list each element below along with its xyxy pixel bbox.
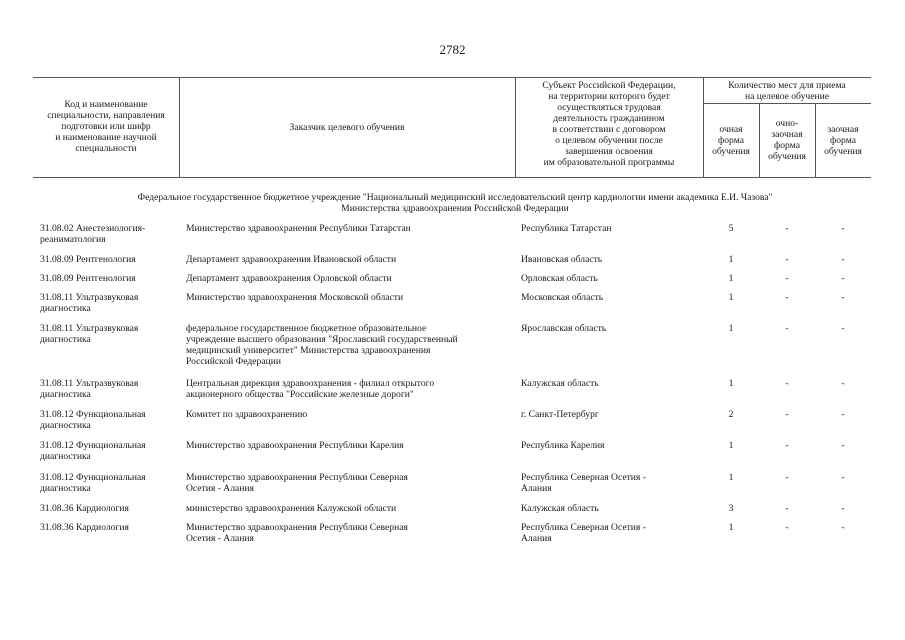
subject-cell: Республика Татарстан (521, 223, 612, 234)
parttime-count: - (841, 273, 845, 284)
fulltime-count: 1 (728, 292, 734, 303)
page-number: 2782 (439, 42, 466, 57)
code-cell: 31.08.09 Рентгенология (40, 254, 136, 265)
mixed-count: - (785, 273, 789, 284)
code-cell: 31.08.11 Ультразвуковая диагностика (40, 292, 139, 314)
subject-cell: Калужская область (521, 378, 599, 389)
parttime-count: - (841, 223, 845, 234)
code-cell: 31.08.11 Ультразвуковая диагностика (40, 378, 139, 400)
header-fulltime-column: очная форма обучения (712, 124, 750, 157)
parttime-count: - (841, 440, 845, 451)
mixed-count: - (785, 440, 789, 451)
code-cell: 31.08.12 Функциональная диагностика (40, 440, 146, 462)
mixed-count: - (785, 292, 789, 303)
customer-cell: Министерство здравоохранения Республики Северная Осетия - Алания (186, 472, 408, 494)
subject-cell: Ивановская область (521, 254, 603, 265)
parttime-count: - (841, 292, 845, 303)
mixed-count: - (785, 378, 789, 389)
fulltime-count: 1 (728, 378, 734, 389)
customer-cell: федеральное государственное бюджетное образовательное учреждение высшего образования "Ярославский государственный медицинский университет" Министерства здравоохранения Российской Федерации (186, 323, 458, 367)
header-customer-column: Заказчик целевого обучения (289, 122, 405, 133)
header-code-column: Код и наименование специальности, направления подготовки или шифр и наименование научной специальности (47, 99, 165, 154)
fulltime-count: 2 (728, 409, 734, 420)
customer-cell: Департамент здравоохранения Орловской области (186, 273, 392, 284)
customer-cell: Департамент здравоохранения Ивановской области (186, 254, 397, 265)
parttime-count: - (841, 472, 845, 483)
code-cell: 31.08.12 Функциональная диагностика (40, 472, 146, 494)
organization-heading: Федеральное государственное бюджетное учреждение "Национальный медицинский исследовательский центр кардиологии имени академика Е.И. Чазова" Министерства здравоохранения Российской Федерации (137, 192, 773, 214)
places-header-divider (703, 103, 871, 104)
table-header-bottom-border (33, 177, 871, 178)
subject-cell: Республика Карелия (521, 440, 605, 451)
code-cell: 31.08.11 Ультразвуковая диагностика (40, 323, 139, 345)
code-cell: 31.08.12 Функциональная диагностика (40, 409, 146, 431)
mixed-count: - (785, 323, 789, 334)
header-parttime-column: заочная форма обучения (824, 124, 862, 157)
subject-cell: Республика Северная Осетия - Алания (521, 472, 646, 494)
mixed-count: - (785, 223, 789, 234)
parttime-count: - (841, 254, 845, 265)
fulltime-count: 1 (728, 472, 734, 483)
mixed-count: - (785, 472, 789, 483)
header-mixed-column: очно- заочная форма обучения (768, 118, 806, 162)
subject-cell: г. Санкт-Петербург (521, 409, 599, 420)
parttime-count: - (841, 409, 845, 420)
code-cell: 31.08.02 Анестезиология- реаниматология (40, 223, 146, 245)
customer-cell: Министерство здравоохранения Республики Северная Осетия - Алания (186, 522, 408, 544)
code-cell: 31.08.09 Рентгенология (40, 273, 136, 284)
customer-cell: Министерство здравоохранения Республики Карелия (186, 440, 404, 451)
subject-cell: Московская область (521, 292, 604, 303)
parttime-count: - (841, 503, 845, 514)
subject-cell: Орловская область (521, 273, 598, 284)
subject-cell: Республика Северная Осетия - Алания (521, 522, 646, 544)
customer-cell: министерство здравоохранения Калужской области (186, 503, 397, 514)
fulltime-count: 1 (728, 273, 734, 284)
code-cell: 31.08.36 Кардиология (40, 522, 129, 533)
table-top-border (33, 77, 871, 78)
fulltime-count: 1 (728, 440, 734, 451)
fulltime-count: 1 (728, 522, 734, 533)
customer-cell: Комитет по здравоохранению (186, 409, 308, 420)
parttime-count: - (841, 522, 845, 533)
customer-cell: Центральная дирекция здравоохранения - филиал открытого акционерного общества "Российские железные дороги" (186, 378, 435, 400)
fulltime-count: 1 (728, 323, 734, 334)
header-subject-column: Субъект Российской Федерации, на территории которого будет осуществляться трудовая деятельность гражданином в соответствии с договором о целевом обучении после завершения освоения им образовательной программы (542, 80, 676, 168)
fulltime-count: 5 (728, 223, 734, 234)
mixed-count: - (785, 409, 789, 420)
parttime-count: - (841, 378, 845, 389)
code-cell: 31.08.36 Кардиология (40, 503, 129, 514)
subject-cell: Ярославская область (521, 323, 607, 334)
mixed-count: - (785, 522, 789, 533)
mixed-count: - (785, 254, 789, 265)
fulltime-count: 1 (728, 254, 734, 265)
header-places-column: Количество мест для приема на целевое обучение (728, 80, 846, 102)
parttime-count: - (841, 323, 845, 334)
fulltime-count: 3 (728, 503, 734, 514)
customer-cell: Министерство здравоохранения Республики Татарстан (186, 223, 411, 234)
subject-cell: Калужская область (521, 503, 599, 514)
customer-cell: Министерство здравоохранения Московской области (186, 292, 404, 303)
mixed-count: - (785, 503, 789, 514)
